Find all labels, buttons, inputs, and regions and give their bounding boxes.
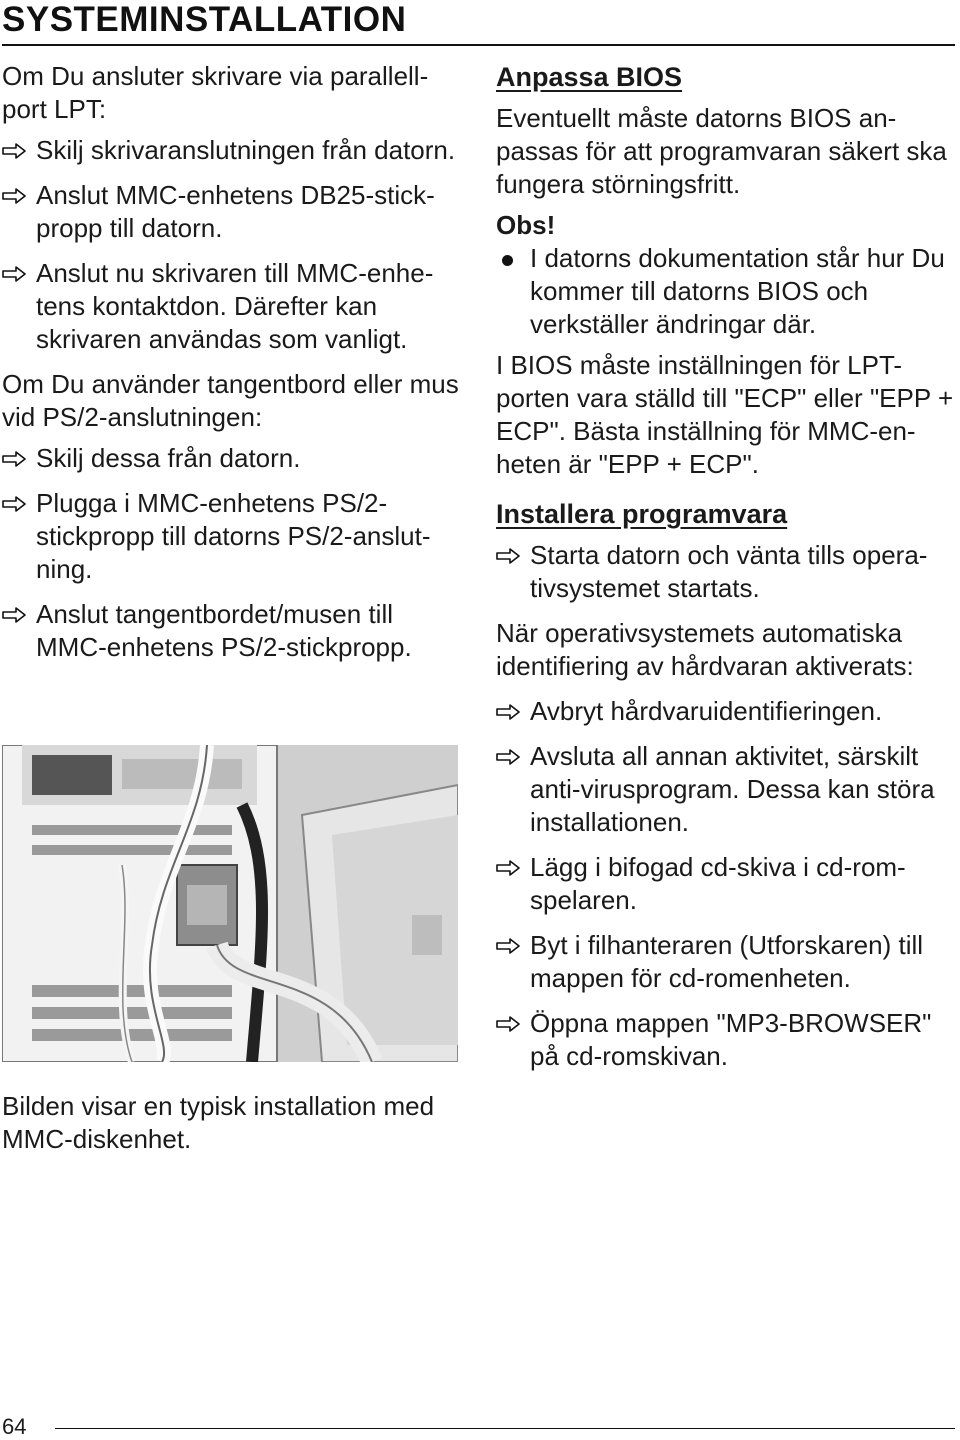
arrow-right-icon [2,266,26,282]
arrow-right-icon [2,607,26,623]
step-text: Starta datorn och vänta tills opera-tivsystemet startats. [530,540,928,603]
arrow-right-icon [2,188,26,204]
list-item [496,851,956,917]
list-item [496,740,956,839]
step-text: Anslut nu skrivaren till MMC-enhe-tens kontaktdon. Därefter kan skrivaren användas som vanligt. [36,258,434,354]
list-item [2,487,467,586]
section-heading-install: Installera programvara [496,499,788,529]
list-item [2,179,467,245]
arrow-right-icon [2,143,26,159]
step-text: Avsluta all annan aktivitet, särskilt anti-virusprogram. Dessa kan störa installationen. [530,741,935,837]
arrow-right-icon [496,860,520,876]
arrow-right-icon [2,451,26,467]
list-item [496,242,956,341]
intro-lpt-text: Om Du ansluter skrivare via parallell-port LPT: [2,61,429,124]
page-title: SYSTEMINSTALLATION [2,0,407,39]
arrow-right-icon [496,548,520,564]
step-text: Anslut tangentbordet/musen till MMC-enhetens PS/2-stickpropp. [36,599,412,662]
list-item [496,929,956,995]
list-item [2,134,467,167]
list-item [496,1007,956,1073]
step-text: Skilj skrivaranslutningen från datorn. [36,135,456,165]
list-item [2,257,467,356]
list-item [496,695,956,728]
installation-photo-illustration [2,745,458,1062]
step-text: Plugga i MMC-enhetens PS/2-stickpropp till datorns PS/2-anslut-ning. [36,488,431,584]
section-heading-bios: Anpassa BIOS [496,62,683,92]
bios-text-2: I BIOS måste inställningen för LPT-porten vara ställd till "ECP" eller "EPP + ECP". Bästa inställning för MMC-en-heten är "EPP + ECP". [496,350,954,479]
footer-divider [55,1428,955,1429]
bullet-text: I datorns dokumentation står hur Du kommer till datorns BIOS och verkställer ändringar där. [530,243,945,339]
step-text: Anslut MMC-enhetens DB25-stick-propp till datorn. [36,180,435,243]
bullet-icon [502,255,513,266]
intro-ps2-text: Om Du använder tangentbord eller mus vid PS/2-anslutningen: [2,369,459,432]
step-text: Öppna mappen "MP3-BROWSER" på cd-romskivan. [530,1008,932,1071]
arrow-right-icon [2,496,26,512]
installation-photo [2,745,458,1062]
install-text: När operativsystemets automatiska identifiering av hårdvaran aktiverats: [496,618,914,681]
left-column [2,60,467,676]
arrow-right-icon [496,704,520,720]
step-text: Avbryt hårdvaruidentifieringen. [530,696,883,726]
title-divider [2,44,955,46]
arrow-right-icon [496,1016,520,1032]
step-text: Byt i filhanteraren (Utforskaren) till mappen för cd-romenheten. [530,930,924,993]
page-number: 64 [2,1414,27,1439]
arrow-right-icon [496,749,520,765]
obs-label: Obs! [496,210,556,240]
right-column [496,58,956,1085]
photo-caption: Bilden visar en typisk installation med MMC-diskenhet. [2,1091,435,1154]
step-text: Skilj dessa från datorn. [36,443,301,473]
step-text: Lägg i bifogad cd-skiva i cd-rom-spelaren. [530,852,906,915]
list-item [2,598,467,664]
bios-text: Eventuellt måste datorns BIOS an-passas för att programvaran säkert ska fungera störningsfritt. [496,103,947,199]
list-item [496,539,956,605]
list-item [2,442,467,475]
arrow-right-icon [496,938,520,954]
